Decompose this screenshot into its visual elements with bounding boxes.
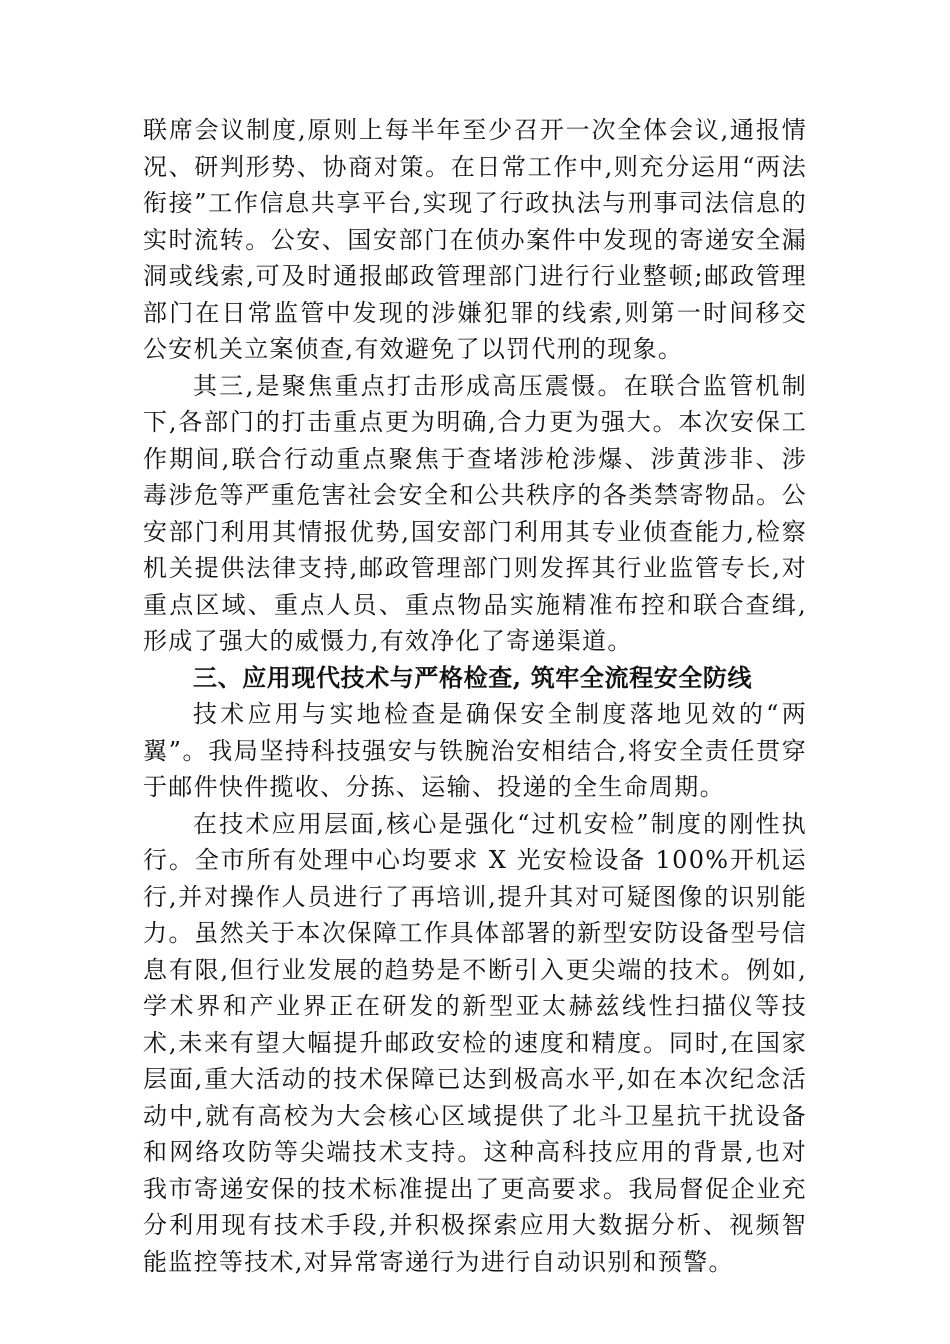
paragraph-technology-application: 在技术应用层面,核心是强化“过机安检”制度的刚性执行。全市所有处理中心均要求 X 光安检设备 100%开机运行,并对操作人员进行了再培训,提升其对可疑图像的识别能力。虽然关于本次保障工作具体部署的新型安防设备型号信息有限,但行业发展的趋势是不断引入更尖端的技术。例如,学术界和产业界正在研发的新型亚太赫兹线性扫描仪等技术,未来有望大幅提升邮政安检的速度和精度。同时,在国家层面,重大活动的技术保障已达到极高水平,如在本次纪念活动中,就有高校为大会核心区域提供了北斗卫星抗干扰设备和网络攻防等尖端技术支持。这种高科技应用的背景,也对我市寄递安保的技术标准提出了更高要求。我局督促企业充分利用现有技术手段,并积极探索应用大数据分析、视频智能监控等技术,对异常寄递行为进行自动识别和预警。 [143, 809, 807, 1276]
paragraph-two-wings: 技术应用与实地检查是确保安全制度落地见效的“两翼”。我局坚持科技强安与铁腕治安相结合,将安全责任贯穿于邮件快件揽收、分拣、运输、投递的全生命周期。 [143, 700, 807, 801]
section-heading: 三、应用现代技术与严格检查, 筑牢全流程安全防线 [193, 662, 753, 692]
paragraph-focused-crackdown: 其三,是聚焦重点打击形成高压震慑。在联合监管机制下,各部门的打击重点更为明确,合力更为强大。本次安保工作期间,联合行动重点聚焦于查堵涉枪涉爆、涉黄涉非、涉毒涉危等严重危害社会安全和公共秩序的各类禁寄物品。公安部门利用其情报优势,国安部门利用其专业侦查能力,检察机关提供法律支持,邮政管理部门则发挥其行业监管专长,对重点区域、重点人员、重点物品实施精准布控和联合查缉,形成了强大的威慑力,有效净化了寄递渠道。 [143, 371, 807, 655]
paragraph-joint-meeting: 联席会议制度,原则上每半年至少召开一次全体会议,通报情况、研判形势、协商对策。在日常工作中,则充分运用“两法衔接”工作信息共享平台,实现了行政执法与刑事司法信息的实时流转。公安、国安部门在侦办案件中发现的寄递安全漏洞或线索,可及时通报邮政管理部门进行行业整顿;邮政管理部门在日常监管中发现的涉嫌犯罪的线索,则第一时间移交公安机关立案侦查,有效避免了以罚代刑的现象。 [143, 116, 807, 363]
document-page [143, 112, 807, 1280]
